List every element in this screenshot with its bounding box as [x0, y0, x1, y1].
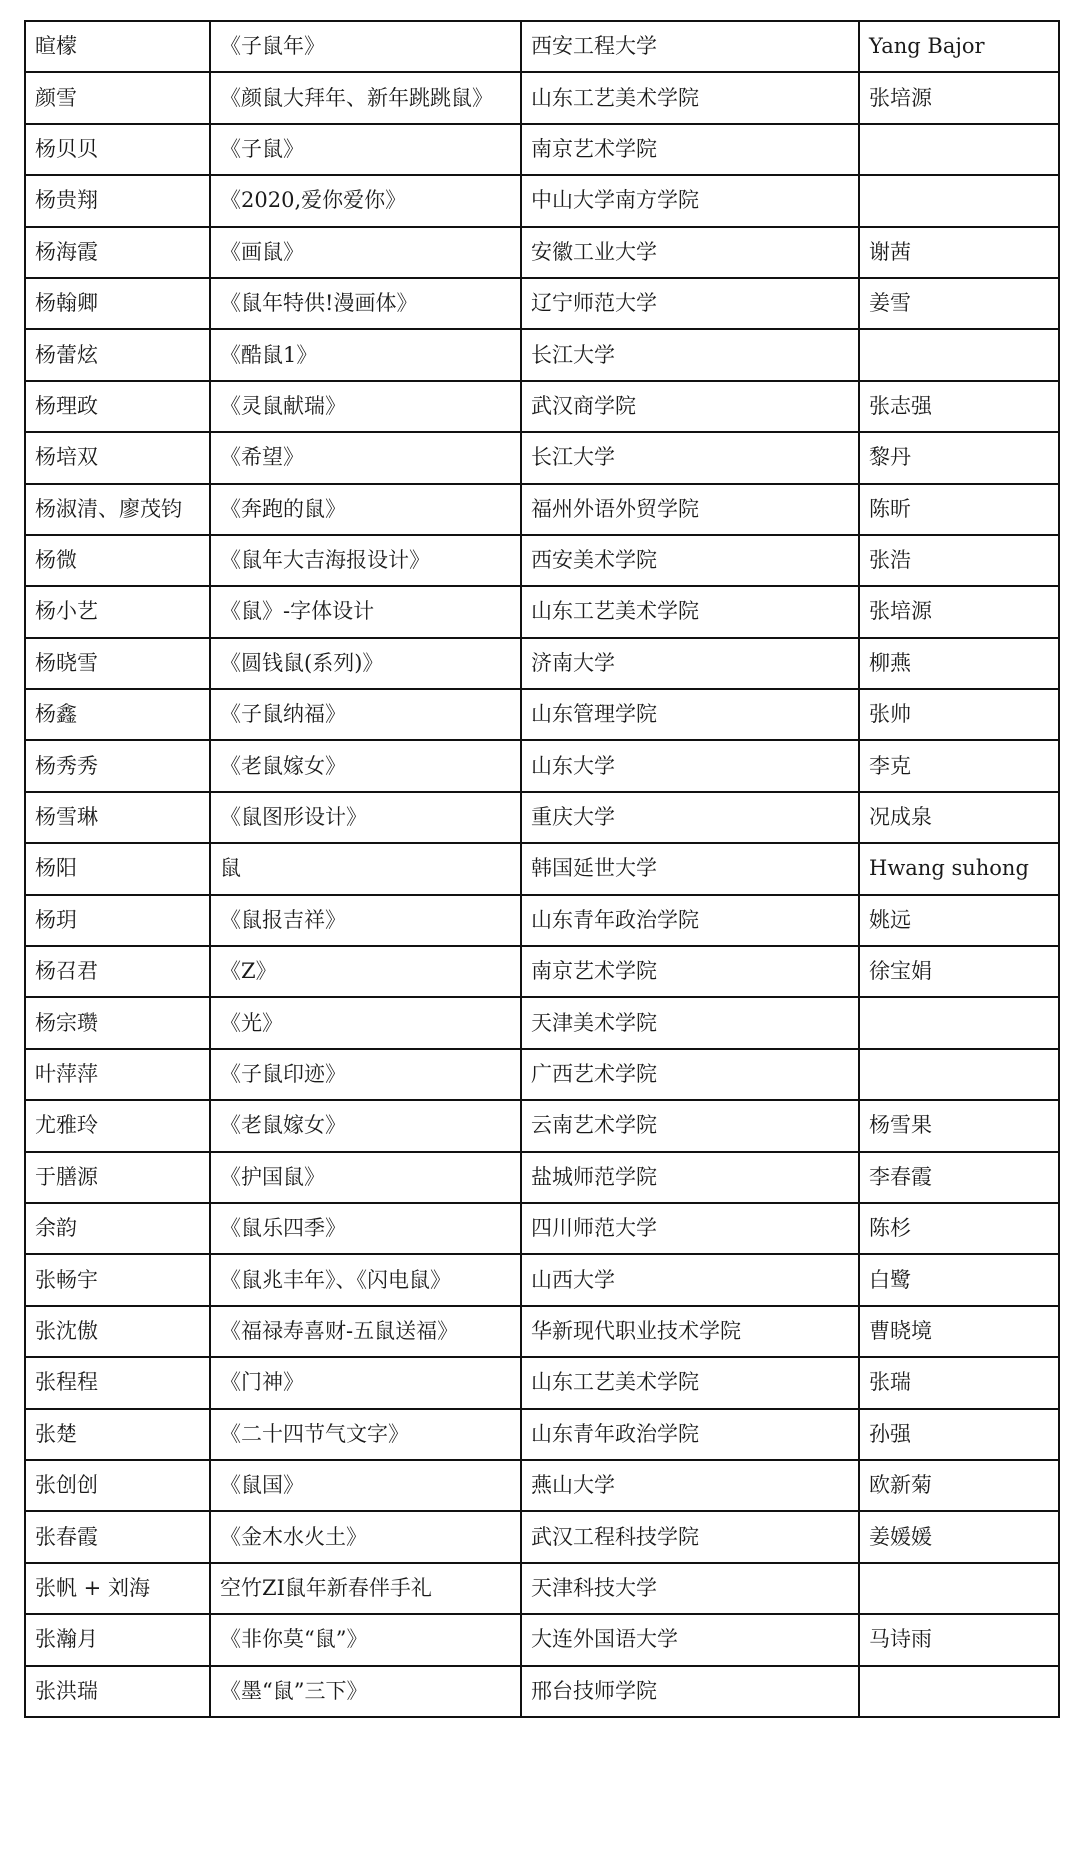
award-list-body [25, 21, 1059, 1717]
school-cell: 山东管理学院 [521, 689, 859, 740]
advisor-cell [859, 1049, 1059, 1100]
work-title-cell: 《护国鼠》 [210, 1152, 521, 1203]
table-row [25, 1460, 1059, 1511]
advisor-cell [859, 329, 1059, 380]
school-cell: 山东青年政治学院 [521, 1409, 859, 1460]
participant-name-cell: 张程程 [25, 1357, 210, 1408]
participant-name-cell: 杨培双 [25, 432, 210, 483]
work-title-cell: 《奔跑的鼠》 [210, 484, 521, 535]
table-row [25, 1203, 1059, 1254]
advisor-cell: 张浩 [859, 535, 1059, 586]
participant-name-cell: 张创创 [25, 1460, 210, 1511]
work-title-cell: 《希望》 [210, 432, 521, 483]
work-title-cell: 《Z》 [210, 946, 521, 997]
advisor-cell [859, 1666, 1059, 1717]
table-row [25, 689, 1059, 740]
advisor-cell: 杨雪果 [859, 1100, 1059, 1151]
school-cell: 燕山大学 [521, 1460, 859, 1511]
table-row [25, 1666, 1059, 1717]
school-cell: 西安工程大学 [521, 21, 859, 72]
participant-name-cell: 于膳源 [25, 1152, 210, 1203]
table-row [25, 72, 1059, 123]
participant-name-cell: 杨召君 [25, 946, 210, 997]
advisor-cell: 张培源 [859, 586, 1059, 637]
advisor-cell: 谢茜 [859, 227, 1059, 278]
table-row [25, 946, 1059, 997]
school-cell: 华新现代职业技术学院 [521, 1306, 859, 1357]
participant-name-cell: 颜雪 [25, 72, 210, 123]
school-cell: 武汉商学院 [521, 381, 859, 432]
participant-name-cell: 张帆 + 刘海 [25, 1563, 210, 1614]
school-cell: 山东工艺美术学院 [521, 586, 859, 637]
table-row [25, 843, 1059, 894]
participant-name-cell: 张春霞 [25, 1511, 210, 1562]
work-title-cell: 《画鼠》 [210, 227, 521, 278]
work-title-cell: 《灵鼠献瑞》 [210, 381, 521, 432]
participant-name-cell: 余韵 [25, 1203, 210, 1254]
school-cell: 山西大学 [521, 1254, 859, 1305]
table-row [25, 1563, 1059, 1614]
school-cell: 西安美术学院 [521, 535, 859, 586]
table-row [25, 586, 1059, 637]
participant-name-cell: 杨阳 [25, 843, 210, 894]
school-cell: 长江大学 [521, 432, 859, 483]
table-row [25, 175, 1059, 226]
work-title-cell: 《鼠》-字体设计 [210, 586, 521, 637]
participant-name-cell: 杨蕾炫 [25, 329, 210, 380]
table-row [25, 124, 1059, 175]
award-list-table [24, 20, 1060, 1718]
work-title-cell: 《2020,爱你爱你》 [210, 175, 521, 226]
table-row [25, 278, 1059, 329]
advisor-cell: 马诗雨 [859, 1614, 1059, 1665]
work-title-cell: 《金木水火土》 [210, 1511, 521, 1562]
work-title-cell: 《子鼠》 [210, 124, 521, 175]
advisor-cell: 曹晓境 [859, 1306, 1059, 1357]
advisor-cell: 姜雪 [859, 278, 1059, 329]
school-cell: 中山大学南方学院 [521, 175, 859, 226]
school-cell: 云南艺术学院 [521, 1100, 859, 1151]
table-row [25, 1409, 1059, 1460]
participant-name-cell: 张畅宇 [25, 1254, 210, 1305]
school-cell: 大连外国语大学 [521, 1614, 859, 1665]
school-cell: 南京艺术学院 [521, 946, 859, 997]
table-row [25, 1152, 1059, 1203]
advisor-cell: 张帅 [859, 689, 1059, 740]
participant-name-cell: 杨晓雪 [25, 638, 210, 689]
school-cell: 山东青年政治学院 [521, 895, 859, 946]
school-cell: 山东工艺美术学院 [521, 72, 859, 123]
table-row [25, 1049, 1059, 1100]
work-title-cell: 《子鼠印迹》 [210, 1049, 521, 1100]
advisor-cell: 孙强 [859, 1409, 1059, 1460]
participant-name-cell: 杨海霞 [25, 227, 210, 278]
table-row [25, 1614, 1059, 1665]
advisor-cell [859, 1563, 1059, 1614]
participant-name-cell: 张楚 [25, 1409, 210, 1460]
participant-name-cell: 杨翰卿 [25, 278, 210, 329]
work-title-cell: 《福禄寿喜财-五鼠送福》 [210, 1306, 521, 1357]
advisor-cell: 况成泉 [859, 792, 1059, 843]
table-row [25, 329, 1059, 380]
advisor-cell: 张培源 [859, 72, 1059, 123]
school-cell: 山东大学 [521, 740, 859, 791]
participant-name-cell: 杨雪琳 [25, 792, 210, 843]
school-cell: 四川师范大学 [521, 1203, 859, 1254]
work-title-cell: 《鼠年大吉海报设计》 [210, 535, 521, 586]
advisor-cell: 陈杉 [859, 1203, 1059, 1254]
school-cell: 韩国延世大学 [521, 843, 859, 894]
work-title-cell: 《二十四节气文字》 [210, 1409, 521, 1460]
participant-name-cell: 杨理政 [25, 381, 210, 432]
advisor-cell: 李春霞 [859, 1152, 1059, 1203]
advisor-cell [859, 997, 1059, 1048]
work-title-cell: 《鼠乐四季》 [210, 1203, 521, 1254]
work-title-cell: 《颜鼠大拜年、新年跳跳鼠》 [210, 72, 521, 123]
advisor-cell [859, 124, 1059, 175]
table-row [25, 997, 1059, 1048]
work-title-cell: 《子鼠纳福》 [210, 689, 521, 740]
table-row [25, 1511, 1059, 1562]
table-row [25, 535, 1059, 586]
school-cell: 济南大学 [521, 638, 859, 689]
advisor-cell: 黎丹 [859, 432, 1059, 483]
work-title-cell: 《门神》 [210, 1357, 521, 1408]
participant-name-cell: 杨玥 [25, 895, 210, 946]
school-cell: 广西艺术学院 [521, 1049, 859, 1100]
participant-name-cell: 张瀚月 [25, 1614, 210, 1665]
school-cell: 山东工艺美术学院 [521, 1357, 859, 1408]
advisor-cell: 陈昕 [859, 484, 1059, 535]
advisor-cell: 柳燕 [859, 638, 1059, 689]
table-row [25, 895, 1059, 946]
work-title-cell: 《子鼠年》 [210, 21, 521, 72]
school-cell: 武汉工程科技学院 [521, 1511, 859, 1562]
participant-name-cell: 张沈傲 [25, 1306, 210, 1357]
work-title-cell: 《老鼠嫁女》 [210, 740, 521, 791]
school-cell: 天津美术学院 [521, 997, 859, 1048]
work-title-cell: 《鼠报吉祥》 [210, 895, 521, 946]
school-cell: 长江大学 [521, 329, 859, 380]
participant-name-cell: 杨微 [25, 535, 210, 586]
participant-name-cell: 杨贵翔 [25, 175, 210, 226]
school-cell: 福州外语外贸学院 [521, 484, 859, 535]
participant-name-cell: 杨宗瓒 [25, 997, 210, 1048]
advisor-cell: 姜媛媛 [859, 1511, 1059, 1562]
participant-name-cell: 暄檬 [25, 21, 210, 72]
advisor-cell: Hwang suhong [859, 843, 1059, 894]
advisor-cell: Yang Bajor [859, 21, 1059, 72]
table-row [25, 1306, 1059, 1357]
advisor-cell: 张瑞 [859, 1357, 1059, 1408]
school-cell: 安徽工业大学 [521, 227, 859, 278]
advisor-cell: 李克 [859, 740, 1059, 791]
table-row [25, 227, 1059, 278]
work-title-cell: 《鼠年特供!漫画体》 [210, 278, 521, 329]
participant-name-cell: 杨小艺 [25, 586, 210, 637]
school-cell: 天津科技大学 [521, 1563, 859, 1614]
participant-name-cell: 杨淑清、廖茂钧 [25, 484, 210, 535]
work-title-cell: 《鼠图形设计》 [210, 792, 521, 843]
table-row [25, 792, 1059, 843]
advisor-cell: 徐宝娟 [859, 946, 1059, 997]
table-row [25, 740, 1059, 791]
school-cell: 重庆大学 [521, 792, 859, 843]
work-title-cell: 《圆钱鼠(系列)》 [210, 638, 521, 689]
table-row [25, 1357, 1059, 1408]
school-cell: 南京艺术学院 [521, 124, 859, 175]
participant-name-cell: 杨秀秀 [25, 740, 210, 791]
work-title-cell: 《鼠兆丰年》、《闪电鼠》 [210, 1254, 521, 1305]
work-title-cell: 《墨“鼠”三下》 [210, 1666, 521, 1717]
advisor-cell: 姚远 [859, 895, 1059, 946]
work-title-cell: 《光》 [210, 997, 521, 1048]
participant-name-cell: 杨贝贝 [25, 124, 210, 175]
advisor-cell: 白鹭 [859, 1254, 1059, 1305]
advisor-cell: 欧新菊 [859, 1460, 1059, 1511]
school-cell: 邢台技师学院 [521, 1666, 859, 1717]
work-title-cell: 空竹ZI鼠年新春伴手礼 [210, 1563, 521, 1614]
advisor-cell: 张志强 [859, 381, 1059, 432]
participant-name-cell: 杨鑫 [25, 689, 210, 740]
work-title-cell: 《酷鼠1》 [210, 329, 521, 380]
participant-name-cell: 张洪瑞 [25, 1666, 210, 1717]
table-row [25, 21, 1059, 72]
participant-name-cell: 叶萍萍 [25, 1049, 210, 1100]
table-row [25, 638, 1059, 689]
work-title-cell: 《老鼠嫁女》 [210, 1100, 521, 1151]
table-row [25, 1254, 1059, 1305]
table-row [25, 381, 1059, 432]
work-title-cell: 《鼠国》 [210, 1460, 521, 1511]
work-title-cell: 《非你莫“鼠”》 [210, 1614, 521, 1665]
participant-name-cell: 尤雅玲 [25, 1100, 210, 1151]
school-cell: 盐城师范学院 [521, 1152, 859, 1203]
school-cell: 辽宁师范大学 [521, 278, 859, 329]
table-row [25, 432, 1059, 483]
work-title-cell: 鼠 [210, 843, 521, 894]
table-row [25, 1100, 1059, 1151]
table-row [25, 484, 1059, 535]
advisor-cell [859, 175, 1059, 226]
